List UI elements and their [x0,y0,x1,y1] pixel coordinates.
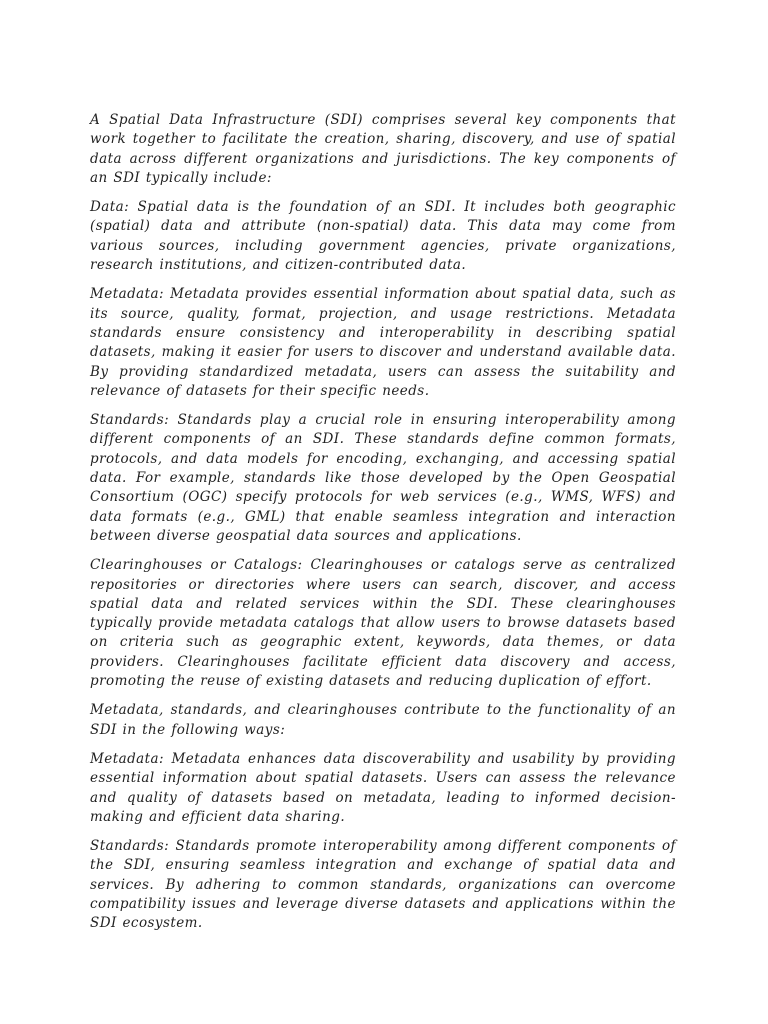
paragraph-metadata-contribution: Metadata: Metadata enhances data discoverability and usability by providing essential information about spatial datasets. Users can assess the relevance and quality of datasets based on metadata, leading to informed decision-making and efficient data sharing. [90,750,676,825]
paragraph-contributions-intro: Metadata, standards, and clearinghouses contribute to the functionality of an SDI in the following ways: [90,702,676,738]
document-body [90,111,676,944]
paragraph-clearinghouses: Clearinghouses or Catalogs: Clearinghouses or catalogs serve as centralized repositories or directories where users can search, discover, and access spatial data and related services within the SDI. These clearinghouses typically provide metadata catalogs that allow users to browse datasets based on criteria such as geographic extent, keywords, data themes, or data providers. Clearinghouses facilitate efficient data discovery and access, promoting the reuse of existing datasets and reducing duplication of effort. [90,557,676,690]
paragraph-data: Data: Spatial data is the foundation of an SDI. It includes both geographic (spatial) data and attribute (non-spatial) data. This data may come from various sources, including government agencies, private organizations, research institutions, and citizen-contributed data. [90,199,676,274]
paragraph-intro: A Spatial Data Infrastructure (SDI) comprises several key components that work together to facilitate the creation, sharing, discovery, and use of spatial data across different organizations and jurisdictions. The key components of an SDI typically include: [90,112,676,186]
paragraph-metadata: Metadata: Metadata provides essential information about spatial data, such as its source, quality, format, projection, and usage restrictions. Metadata standards ensure consistency and interoperability in describing spatial datasets, making it easier for users to discover and understand available data. By providing standardized metadata, users can assess the suitability and relevance of datasets for their specific needs. [90,286,676,399]
paragraph-standards: Standards: Standards play a crucial role in ensuring interoperability among different components of an SDI. These standards define common formats, protocols, and data models for encoding, exchanging, and accessing spatial data. For example, standards like those developed by the Open Geospatial Consortium (OGC) specify protocols for web services (e.g., WMS, WFS) and data formats (e.g., GML) that enable seamless integration and interaction between diverse geospatial data sources and applications. [90,412,676,544]
paragraph-standards-contribution: Standards: Standards promote interoperability among different components of the SDI, ensuring seamless integration and exchange of spatial data and services. By adhering to common standards, organizations can overcome compatibility issues and leverage diverse datasets and applications within the SDI ecosystem. [90,838,676,932]
